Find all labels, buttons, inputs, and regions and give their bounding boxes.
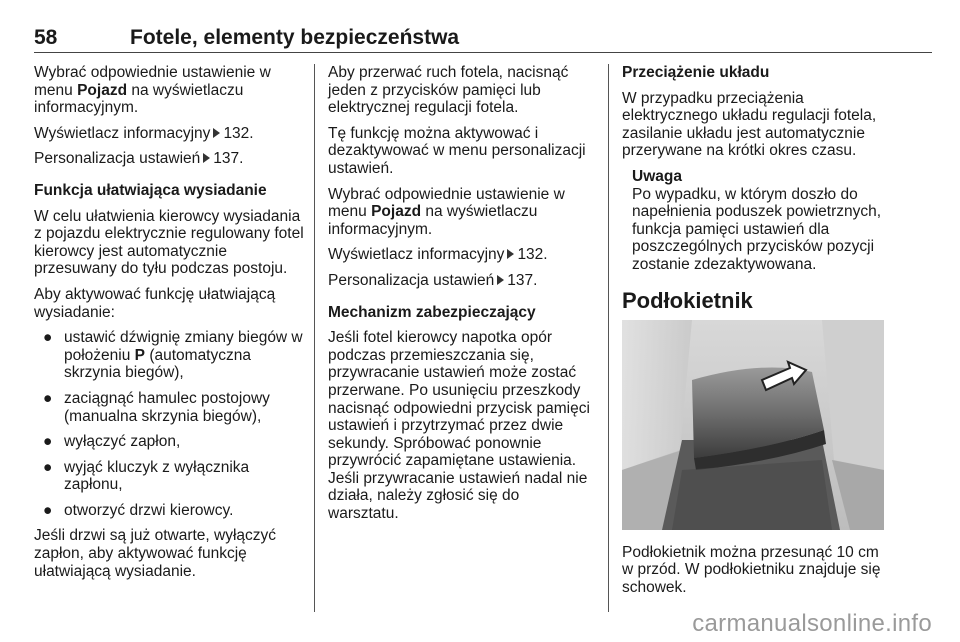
column-3 [622,64,888,604]
menu-name: Pojazd [77,81,128,99]
bullet-icon: ● [43,389,53,407]
page-header [34,22,932,53]
note-text: Po wypadku, w którym doszło do napełnienia poduszek powietrznych, funkcja pamięci ustawień dla poszczególnych przycisków pozycji zostanie zdezaktywowana. [632,185,882,273]
menu-name: Pojazd [371,203,422,221]
paragraph: Wybrać odpowiednie ustawienie w menu Pojazd na wyświetlaczu informacyjnym. [328,185,565,238]
section-heading-armrest: Podłokietnik [622,287,753,313]
bullet-icon: ● [43,501,53,519]
paragraph: W celu ułatwienia kierowcy wysiadania z pojazdu elektrycznie regulowany fotel kierowcy jest automatycznie przesuwany do tyłu podczas postoju. [34,207,304,278]
column-2 [328,64,594,531]
page-ref-arrow-icon [213,128,220,138]
paragraph: Wybrać odpowiednie ustawienie w menu Pojazd na wyświetlaczu informacyjnym. [34,64,271,117]
page-ref-arrow-icon [497,275,504,285]
column-1 [34,64,304,588]
paragraph: Jeśli fotel kierowcy napotka opór podczas przemieszczania się, przywracanie ustawień może zostać przerwane. Po usunięciu przeszkody nacisnąć odpowiedni przycisk pamięci ustawień i przytrzymać przez dwie sekundy. Spróbować ponownie przywrócić zapamiętane ustawienia. Jeśli przywracanie ustawień nadal nie działa, należy zgłosić się do warsztatu. [328,329,590,523]
subheading-safety: Mechanizm zabezpieczający [328,303,536,321]
note-box [622,168,888,274]
bullet-icon: ● [43,329,53,347]
running-title: Fotele, elementy bezpieczeństwa [130,26,460,49]
page-ref-arrow-icon [203,153,210,163]
cross-reference[interactable]: Wyświetlacz informacyjny 132. [328,246,548,264]
subheading-overload: Przeciążenie układu [622,64,770,81]
bullet-icon: ● [43,458,53,476]
list-item: ● ustawić dźwignię zmiany biegów w położeniu P (automatyczna skrzynia biegów), [43,329,303,382]
page-number: 58 [34,26,58,49]
column-divider-1 [314,64,315,612]
list-item: ● zaciągnąć hamulec postojowy (manualna skrzynia biegów), [43,389,270,425]
armrest-photo [622,320,884,530]
list-item: ● wyjąć kluczyk z wyłącznika zapłonu, [43,458,250,494]
list-item: ● otworzyć drzwi kierowcy. [43,501,234,519]
page-ref-arrow-icon [507,249,514,259]
bullet-list [34,329,304,519]
paragraph: Tę funkcję można aktywować i dezaktywować w menu personalizacji ustawień. [328,124,586,177]
watermark: carmanualsonline.info [692,610,932,637]
bullet-icon: ● [43,433,53,451]
paragraph: Aby aktywować funkcję ułatwiającą wysiadanie: [34,285,276,321]
cross-reference[interactable]: Personalizacja ustawień 137. [34,150,244,168]
note-title: Uwaga [632,167,682,185]
list-item: ● wyłączyć zapłon, [43,433,181,451]
paragraph: Jeśli drzwi są już otwarte, wyłączyć zapłon, aby aktywować funkcję ułatwiającą wysiadanie. [34,527,277,580]
subheading-easy-exit: Funkcja ułatwiająca wysiadanie [34,181,267,199]
cross-reference[interactable]: Personalizacja ustawień 137. [328,271,538,289]
paragraph: Podłokietnik można przesunąć 10 cm w przód. W podłokietniku znajduje się schowek. [622,543,881,596]
column-divider-2 [608,64,609,612]
paragraph: W przypadku przeciążenia elektrycznego układu regulacji fotela, zasilanie układu jest automatycznie przerywane na krótki okres czasu. [622,89,877,160]
cross-reference[interactable]: Wyświetlacz informacyjny 132. [34,124,254,142]
paragraph: Aby przerwać ruch fotela, nacisnąć jeden z przycisków pamięci lub elektrycznej regulacji fotela. [328,64,569,117]
